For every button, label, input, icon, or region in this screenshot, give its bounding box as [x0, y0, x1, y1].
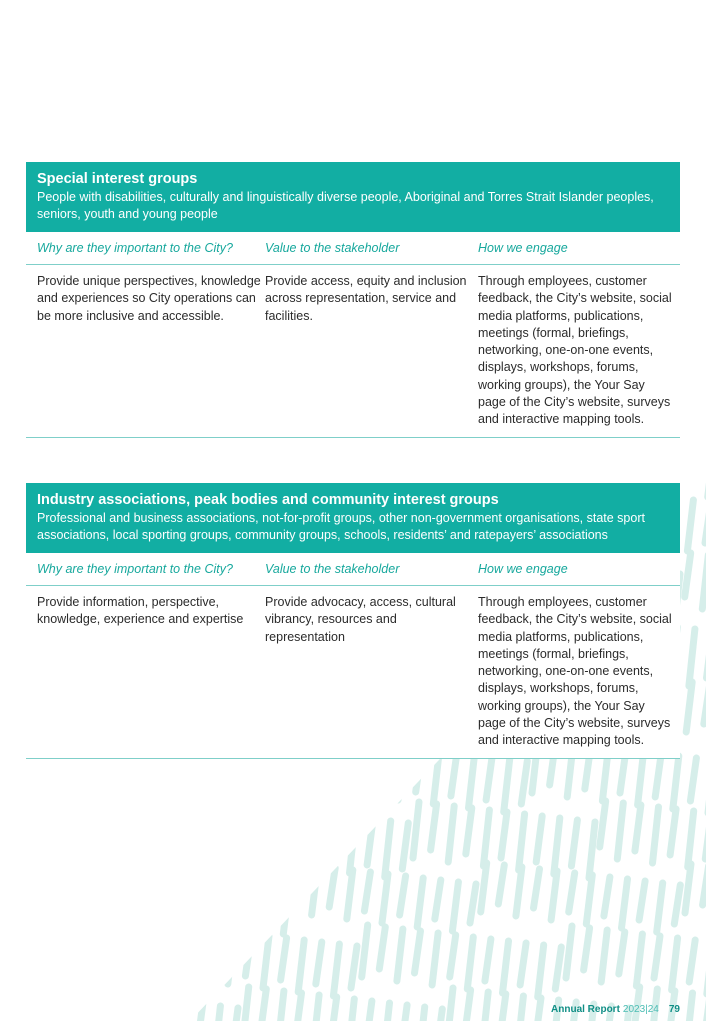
pattern-stripe	[243, 987, 249, 1021]
pattern-stripe	[214, 1006, 220, 1021]
pattern-stripe	[450, 935, 456, 977]
pattern-stripe	[433, 440, 439, 488]
pattern-stripe	[385, 821, 391, 877]
pattern-stripe	[637, 441, 643, 489]
pattern-stripe	[398, 436, 404, 484]
pattern-stripe	[685, 864, 691, 913]
pattern-stripe	[521, 761, 527, 804]
pattern-stripe	[690, 758, 696, 801]
pattern-stripe	[687, 993, 693, 1021]
cell-why: Provide unique perspectives, knowledge and experiences so City operations can be more inclusive and accessible.	[37, 274, 261, 323]
pattern-stripe	[688, 811, 694, 867]
pattern-stripe	[451, 753, 457, 796]
pattern-stripe	[654, 936, 660, 978]
industry-associations-table	[26, 483, 680, 759]
pattern-stripe	[602, 437, 608, 485]
pattern-stripe	[481, 863, 487, 912]
pattern-stripe	[313, 995, 319, 1021]
pattern-stripe	[211, 437, 217, 475]
pattern-stripe	[551, 871, 557, 920]
pattern-stripe	[501, 812, 507, 858]
column-header-row	[26, 232, 680, 265]
page-number: 79	[668, 1004, 680, 1015]
pattern-stripe	[466, 808, 472, 854]
pattern-stripe	[702, 555, 706, 609]
pattern-stripe	[447, 988, 453, 1021]
pattern-stripe	[534, 869, 540, 908]
pattern-stripe	[397, 929, 403, 981]
pattern-stripe	[194, 435, 200, 483]
pattern-stripe	[636, 934, 642, 986]
pattern-stripe	[620, 439, 626, 477]
pattern-stripe	[350, 817, 356, 873]
pattern-stripe	[687, 500, 693, 551]
pattern-stripe	[162, 1000, 168, 1021]
pattern-stripe	[281, 938, 287, 980]
pattern-stripe	[619, 932, 625, 974]
pattern-stripe	[604, 877, 610, 916]
pattern-stripe	[673, 756, 679, 809]
pattern-stripe	[585, 435, 591, 473]
pattern-stripe	[639, 881, 645, 920]
pattern-stripe	[299, 758, 305, 811]
pattern-stripe	[638, 752, 644, 805]
section-header	[26, 483, 680, 553]
pattern-stripe	[366, 1001, 372, 1021]
pattern-stripe	[503, 941, 509, 993]
footer-report-label: Annual Report	[551, 1004, 620, 1015]
pattern-stripe	[689, 940, 695, 982]
pattern-stripe	[655, 754, 661, 797]
pattern-stripe	[164, 947, 170, 999]
pattern-stripe	[317, 760, 323, 803]
pattern-stripe	[331, 997, 337, 1021]
pattern-stripe	[584, 928, 590, 970]
cell-value: Provide access, equity and inclusion across representation, service and facilities.	[265, 274, 467, 323]
pattern-stripe	[195, 875, 201, 914]
pattern-stripe	[209, 801, 215, 857]
pattern-stripe	[264, 754, 270, 807]
pattern-stripe	[180, 820, 186, 876]
pattern-stripe	[415, 931, 421, 973]
pattern-stripe	[674, 885, 680, 924]
pattern-stripe	[197, 1004, 203, 1021]
pattern-stripe	[364, 872, 370, 911]
pattern-stripe	[294, 864, 300, 903]
pattern-stripe	[231, 879, 237, 918]
pattern-stripe	[672, 938, 678, 990]
pattern-stripe	[282, 756, 288, 799]
cell-how: Through employees, customer feedback, the City’s website, social media platforms, publications, meetings (formal, briefings, networking, one-on-one events, displays, workshops, forums, working groups), the Your Say page of the City’s website, surveys and interactive mapping tools.	[478, 595, 672, 748]
pattern-stripe	[228, 932, 234, 984]
pattern-stripe	[467, 937, 473, 989]
pattern-stripe	[482, 992, 488, 1021]
pattern-stripe	[283, 885, 289, 934]
pattern-stripe	[213, 877, 219, 926]
pattern-stripe	[229, 439, 235, 487]
pattern-stripe	[382, 874, 388, 923]
column-header-why: Why are they important to the City?	[37, 562, 233, 576]
pattern-stripe	[431, 804, 437, 850]
pattern-stripe	[433, 751, 439, 804]
pattern-stripe	[245, 934, 251, 976]
pattern-stripe	[147, 945, 153, 987]
pattern-stripe	[260, 989, 266, 1021]
pattern-stripe	[689, 629, 695, 686]
column-header-how: How we engage	[478, 241, 568, 255]
pattern-stripe	[312, 866, 318, 915]
pattern-stripe	[436, 1009, 442, 1021]
cell-why: Provide information, perspective, knowledge, experience and expertise	[37, 595, 244, 627]
pattern-stripe	[278, 991, 284, 1021]
column-header-how: How we engage	[478, 562, 568, 576]
pattern-stripe	[554, 818, 560, 874]
pattern-stripe	[193, 928, 199, 980]
pattern-stripe	[520, 943, 526, 985]
pattern-stripe	[298, 940, 304, 992]
special-interest-groups-table	[26, 162, 680, 438]
pattern-stripe	[210, 930, 216, 972]
pattern-stripe	[451, 442, 457, 480]
table-row	[26, 586, 680, 759]
pattern-stripe	[380, 434, 386, 472]
pattern-stripe	[384, 1003, 390, 1021]
pattern-stripe	[263, 936, 269, 988]
pattern-stripe	[329, 868, 335, 907]
pattern-stripe	[158, 431, 164, 479]
table-row	[26, 265, 680, 438]
pattern-stripe	[519, 814, 525, 870]
pattern-stripe	[348, 999, 354, 1021]
pattern-stripe	[415, 438, 421, 476]
pattern-stripe	[367, 819, 373, 865]
pattern-stripe	[176, 433, 182, 471]
pattern-stripe	[160, 871, 166, 910]
pattern-stripe	[282, 445, 288, 483]
pattern-stripe	[314, 813, 320, 869]
pattern-stripe	[226, 803, 232, 849]
pattern-stripe	[600, 801, 606, 847]
pattern-stripe	[555, 947, 561, 989]
pattern-stripe	[198, 822, 204, 868]
pattern-stripe	[316, 942, 322, 984]
pattern-stripe	[379, 927, 385, 969]
pattern-stripe	[655, 443, 661, 481]
pattern-stripe	[685, 553, 691, 597]
pattern-stripe	[296, 993, 302, 1021]
pattern-stripe	[536, 816, 542, 862]
section-header	[26, 162, 680, 232]
pattern-stripe	[486, 757, 492, 800]
pattern-stripe	[500, 994, 506, 1021]
pattern-stripe	[601, 930, 607, 982]
cell-value: Provide advocacy, access, cultural vibrancy, resources and representation	[265, 595, 456, 644]
pattern-stripe	[266, 883, 272, 922]
pattern-stripe	[248, 881, 254, 930]
pattern-stripe	[297, 811, 303, 857]
pattern-stripe	[244, 805, 250, 861]
section-subtitle: Professional and business associations, not-for-profit groups, other non-government organisations, state sport associations, local sporting groups, community groups, schools, residents’ and ratepayers’ associations	[37, 511, 645, 542]
pattern-stripe	[362, 925, 368, 977]
pattern-stripe	[262, 807, 268, 853]
pattern-stripe	[332, 815, 338, 861]
pattern-stripe	[143, 869, 149, 918]
pattern-stripe	[622, 879, 628, 928]
column-header-value: Value to the stakeholder	[265, 562, 400, 576]
pattern-stripe	[402, 823, 408, 869]
pattern-stripe	[469, 755, 475, 808]
pattern-stripe	[569, 873, 575, 912]
pattern-stripe	[486, 446, 492, 484]
pattern-stripe	[232, 1008, 238, 1021]
pattern-stripe	[571, 820, 577, 866]
pattern-stripe	[538, 945, 544, 997]
pattern-stripe	[178, 873, 184, 922]
pattern-stripe	[351, 946, 357, 988]
pattern-stripe	[617, 803, 623, 859]
pattern-stripe	[179, 1002, 185, 1021]
pattern-stripe	[333, 944, 339, 996]
pattern-stripe	[586, 875, 592, 924]
pattern-stripe	[246, 441, 252, 479]
pattern-stripe	[417, 878, 423, 927]
pattern-stripe	[686, 682, 692, 732]
footer-year: 2023|24	[622, 1004, 659, 1015]
pattern-stripe	[516, 867, 522, 916]
pattern-stripe	[419, 1007, 425, 1021]
pattern-stripe	[635, 805, 641, 851]
pattern-stripe	[504, 759, 510, 812]
cell-how: Through employees, customer feedback, the City’s website, social media platforms, publications, meetings (formal, briefings, networking, one-on-one events, displays, workshops, forums, working groups), the Your Say page of the City’s website, surveys and interactive mapping tools.	[478, 274, 672, 427]
pattern-stripe	[363, 432, 369, 480]
page-footer	[551, 1004, 680, 1016]
pattern-stripe	[175, 926, 181, 968]
pattern-stripe	[566, 926, 572, 978]
pattern-stripe	[517, 996, 523, 1021]
pattern-stripe	[703, 866, 706, 905]
pattern-stripe	[653, 807, 659, 863]
pattern-stripe	[535, 998, 541, 1021]
pattern-stripe	[470, 884, 476, 923]
column-header-row	[26, 553, 680, 586]
pattern-stripe	[498, 865, 504, 904]
section-title: Industry associations, peak bodies and community interest groups	[37, 492, 499, 508]
pattern-stripe	[690, 447, 696, 485]
pattern-stripe	[145, 816, 151, 872]
pattern-stripe	[670, 809, 676, 855]
pattern-stripe	[435, 880, 441, 919]
pattern-stripe	[279, 809, 285, 865]
pattern-stripe	[485, 939, 491, 981]
pattern-stripe	[483, 810, 489, 866]
pattern-stripe	[401, 1005, 407, 1021]
pattern-stripe	[452, 882, 458, 931]
pattern-stripe	[163, 818, 169, 864]
pattern-stripe	[567, 433, 573, 481]
pattern-stripe	[347, 870, 353, 919]
pattern-stripe	[432, 933, 438, 985]
pattern-stripe	[400, 876, 406, 915]
pattern-stripe	[657, 883, 663, 932]
pattern-stripe	[413, 802, 419, 858]
pattern-stripe	[465, 990, 471, 1021]
section-subtitle: People with disabilities, culturally and linguistically diverse people, Aboriginal and Torres Strait Islander peoples, seniors, youth and young people	[37, 190, 654, 221]
pattern-stripe	[144, 998, 150, 1021]
pattern-stripe	[448, 806, 454, 862]
column-header-why: Why are they important to the City?	[37, 241, 233, 255]
column-header-value: Value to the stakeholder	[265, 241, 400, 255]
section-title: Special interest groups	[37, 171, 198, 187]
pattern-stripe	[317, 449, 323, 487]
pattern-stripe	[589, 822, 595, 878]
